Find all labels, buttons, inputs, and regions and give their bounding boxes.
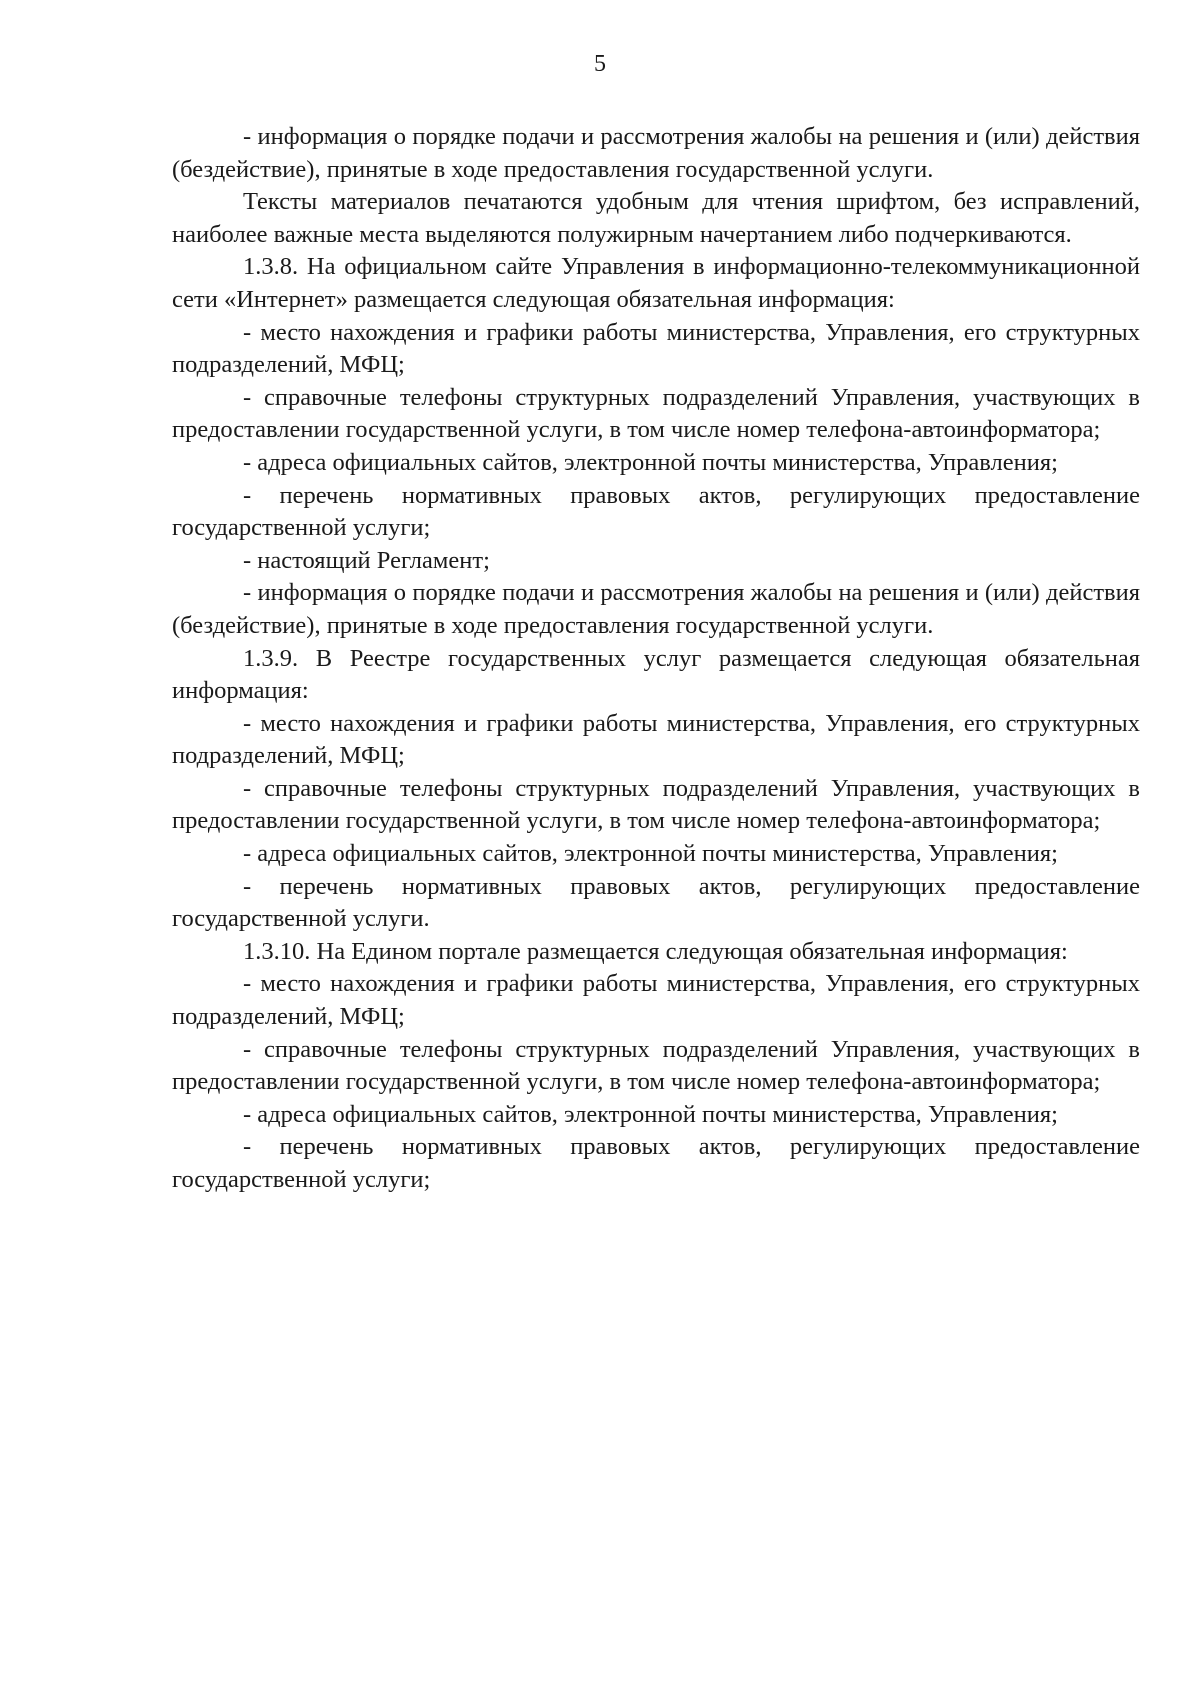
list-item: - перечень нормативных правовых актов, регулирующих предоставление государственной услуги; (172, 481, 1140, 542)
section-paragraph-1-3-9: 1.3.9. В Реестре государственных услуг размещается следующая обязательная информация: (172, 644, 1140, 705)
list-item: - справочные телефоны структурных подразделений Управления, участвующих в предоставлении государственной услуги, в том числе номер телефона-автоинформатора; (172, 383, 1140, 444)
list-item: - настоящий Регламент; (243, 546, 490, 574)
section-paragraph-1-3-10: 1.3.10. На Едином портале размещается следующая обязательная информация: (243, 937, 1068, 965)
list-item: - адреса официальных сайтов, электронной почты министерства, Управления; (243, 1100, 1058, 1128)
paragraph: - информация о порядке подачи и рассмотрения жалобы на решения и (или) действия (бездействие), принятые в ходе предоставления государственной услуги. (172, 123, 1140, 183)
list-item: - справочные телефоны структурных подразделений Управления, участвующих в предоставлении государственной услуги, в том числе номер телефона-автоинформатора; (172, 774, 1140, 835)
page-number: 5 (594, 51, 606, 77)
list-item: - справочные телефоны структурных подразделений Управления, участвующих в предоставлении государственной услуги, в том числе номер телефона-автоинформатора; (172, 1035, 1140, 1096)
document-body (172, 121, 1140, 1197)
list-item: - место нахождения и графики работы министерства, Управления, его структурных подразделений, МФЦ; (172, 318, 1140, 379)
paragraph: Тексты материалов печатаются удобным для чтения шрифтом, без исправлений, наиболее важные места выделяются полужирным начертанием либо подчеркиваются. (172, 188, 1140, 248)
list-item: - место нахождения и графики работы министерства, Управления, его структурных подразделений, МФЦ; (172, 709, 1140, 770)
list-item: - адреса официальных сайтов, электронной почты министерства, Управления; (243, 448, 1058, 476)
list-item: - перечень нормативных правовых актов, регулирующих предоставление государственной услуги. (172, 872, 1140, 933)
list-item: - место нахождения и графики работы министерства, Управления, его структурных подразделений, МФЦ; (172, 970, 1140, 1031)
section-paragraph-1-3-8: 1.3.8. На официальном сайте Управления в информационно-телекоммуникационной сети «Интернет» размещается следующая обязательная информация: (172, 253, 1140, 313)
list-item: - перечень нормативных правовых актов, регулирующих предоставление государственной услуги; (172, 1133, 1140, 1193)
list-item: - информация о порядке подачи и рассмотрения жалобы на решения и (или) действия (бездействие), принятые в ходе предоставления государственной услуги. (172, 579, 1140, 639)
list-item: - адреса официальных сайтов, электронной почты министерства, Управления; (243, 840, 1058, 868)
